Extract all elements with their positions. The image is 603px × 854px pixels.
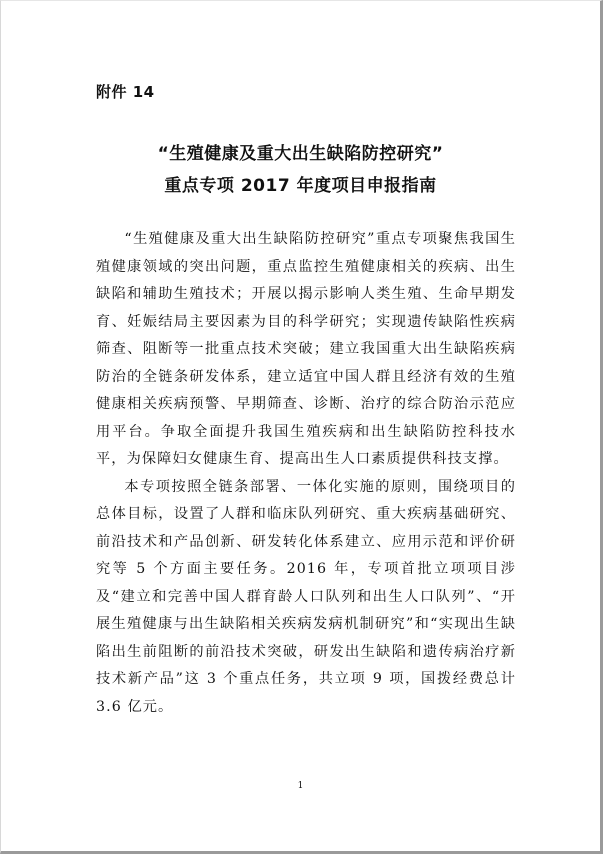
page-number: 1 [297,781,304,791]
document-title-line-1: “生殖健康及重大出生缺陷防控研究” [157,144,444,164]
document-body [96,226,516,721]
body-paragraph-2: 本专项按照全链条部署、一体化实施的原则，围绕项目的总体目标，设置了人群和临床队列研究、重大疾病基础研究、前沿技术和产品创新、研发转化体系建立、应用示范和评价研究等 5 个方面主要任务。2016 年，专项首批立项项目涉及“建立和完善中国人群育龄人口队列和出生人口队列”、“开展生殖健康与出生缺陷相关疾病发病机制研究”和“实现出生缺陷出生前阻断的前沿技术突破，研发出生缺陷和遗传病治疗新技术新产品”这 3 个重点任务，共立项 9 项，国拨经费总计 3.6 亿元。 [96,478,516,715]
body-paragraph-1: “生殖健康及重大出生缺陷防控研究”重点专项聚焦我国生殖健康领域的突出问题，重点监控生殖健康相关的疾病、出生缺陷和辅助生殖技术；开展以揭示影响人类生殖、生命早期发育、妊娠结局主要因素为目的科学研究；实现遗传缺陷性疾病筛查、阻断等一批重点技术突破；建立我国重大出生缺陷疾病防治的全链条研发体系，建立适宜中国人群且经济有效的生殖健康相关疾病预警、早期筛查、诊断、治疗的综合防治示范应用平台。争取全面提升我国生殖疾病和出生缺陷防控科技水平，为保障妇女健康生育、提高出生人口素质提供科技支撑。 [96,231,516,467]
attachment-label: 附件 14 [96,83,155,101]
document-title-line-2: 重点专项 2017 年度项目申报指南 [164,176,437,196]
